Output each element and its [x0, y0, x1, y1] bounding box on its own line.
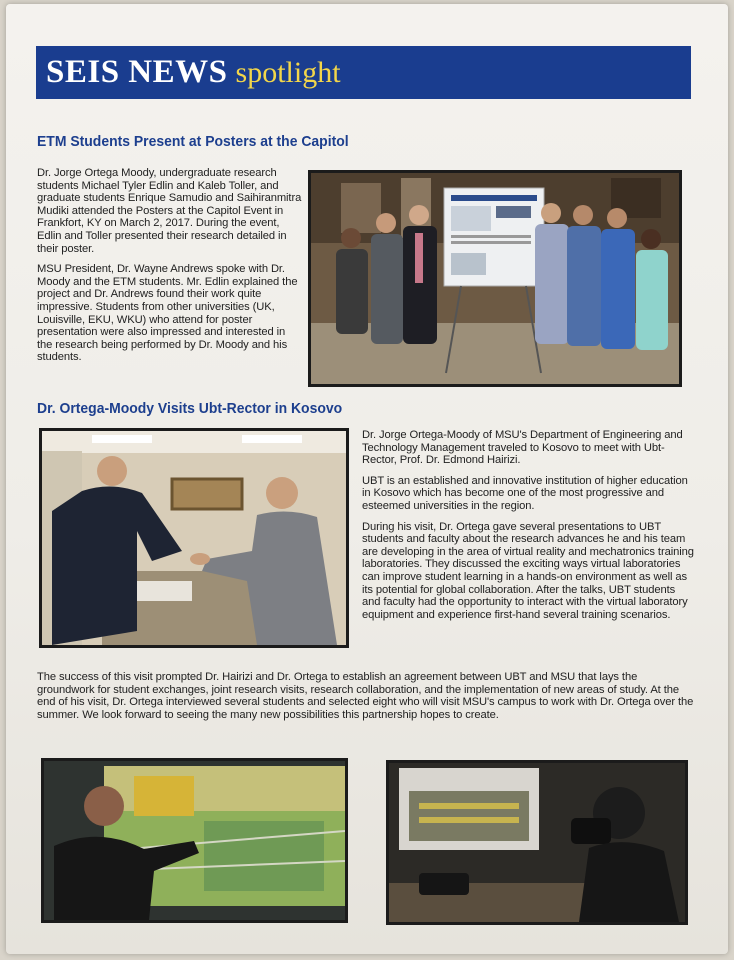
magazine-page	[6, 4, 728, 954]
article2-paragraph: UBT is an established and innovative institution of higher education in Kosovo which has become one of the most progressive and esteemed universities in the region.	[362, 474, 688, 512]
banner-subtitle: spotlight	[235, 55, 341, 89]
article1-paragraph: MSU President, Dr. Wayne Andrews spoke with Dr. Moody and the ETM students. Mr. Edlin explained the project and Dr. Andrews found their work quite impressive. Students from other universities (UK, Louisville, EKU, WKU) who attend for poster presentation were also impressed and interested in the research being performed by Dr. Moody and his students.	[37, 263, 298, 364]
article1-body	[37, 167, 303, 372]
vr-headset-photo	[386, 760, 688, 925]
article1-heading: ETM Students Present at Posters at the Capitol	[37, 133, 349, 150]
banner-title: SEIS NEWS	[46, 54, 228, 90]
news-banner	[36, 46, 691, 99]
poster-event-photo	[308, 170, 682, 387]
poster-event-illustration	[311, 173, 679, 384]
article2-paragraph: Dr. Jorge Ortega-Moody of MSU's Department of Engineering and Technology Management traveled to Kosovo to meet with Ubt-Rector, Prof. Dr. Edmond Hairizi.	[362, 429, 683, 467]
article2-paragraph: During his visit, Dr. Ortega gave several presentations to UBT students and faculty about the research advances he and his team are developing in the area of virtual reality and mechatronics training laboratories. They discussed the exciting ways virtual laboratories can improve student learning in a hands-on environment as well as its potential for global collaboration. After the talks, UBT students and faculty had the opportunity to interact with the virtual laboratory equipment and experience first-hand several training scenarios.	[362, 520, 694, 621]
handshake-photo	[39, 428, 349, 648]
handshake-illustration	[42, 431, 346, 645]
article1-paragraph: Dr. Jorge Ortega Moody, undergraduate research students Michael Tyler Edlin and Kaleb Toller, and graduate students Enrique Samudio and Saihiranmitra Mudiki attended the Posters at the Capitol Event in Frankfort, KY on March 2, 2017. During the event, Edlin and Toller presented their research detailed in their poster.	[37, 167, 302, 255]
article2-closing	[37, 671, 697, 729]
vr-headset-illustration	[389, 763, 685, 922]
article2-heading: Dr. Ortega-Moody Visits Ubt-Rector in Kosovo	[37, 400, 343, 417]
article2-body	[362, 429, 696, 629]
vr-presentation-illustration	[44, 761, 345, 920]
article2-paragraph: The success of this visit prompted Dr. Hairizi and Dr. Ortega to establish an agreement between UBT and MSU that lays the groundwork for student exchanges, joint research visits, research collaboration, and the implementation of new areas of study. At the end of his visit, Dr. Ortega interviewed several students and selected eight who will visit MSU's campus to work with Dr. Ortega over the summer. We look forward to seeing the many new possibilities this partnership hopes to create.	[37, 671, 694, 721]
vr-presentation-photo	[41, 758, 348, 923]
